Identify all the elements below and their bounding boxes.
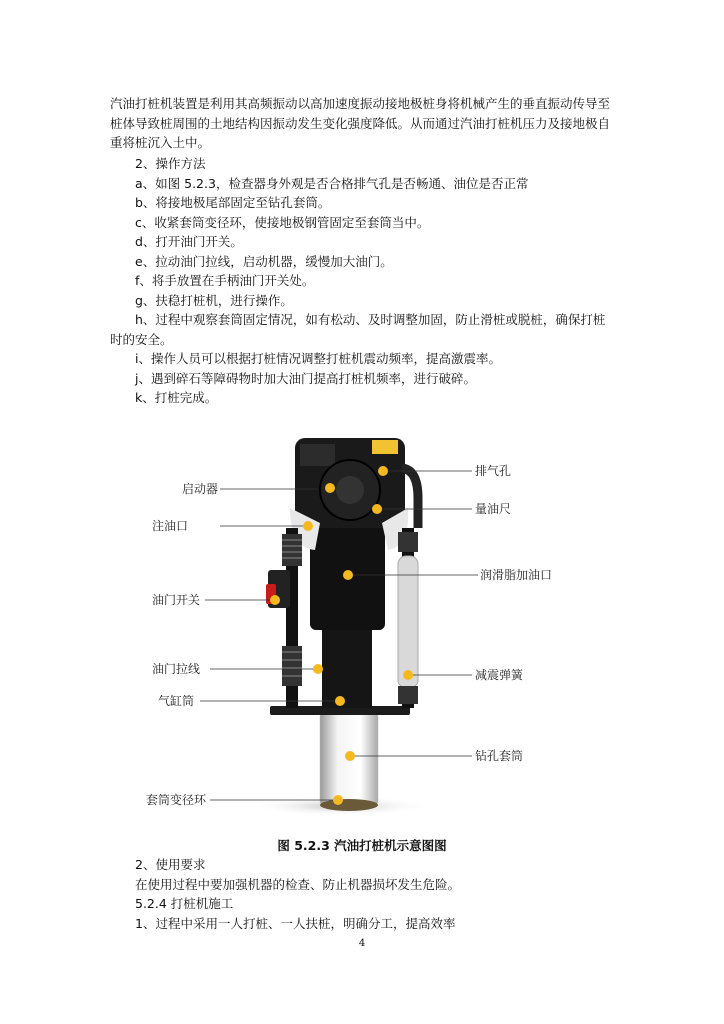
step-item: j、遇到碎石等障碍物时加大油门提高打桩机频率，进行破碎。 — [135, 370, 476, 386]
post-figure-text — [110, 855, 615, 933]
step-item: h、过程中观察套筒固定情况，如有松动、及时调整加固，防止滑桩或脱桩，确保打桩时的安全。 — [110, 312, 606, 347]
label-throttle-switch: 油门开关 — [152, 593, 201, 607]
right-spring-top — [398, 532, 418, 552]
cylinder-dot — [335, 696, 345, 706]
label-dipstick: 量油尺 — [475, 502, 512, 516]
drill-sleeve-dot — [345, 751, 355, 761]
usage-title: 2、使用要求 — [135, 857, 206, 872]
engine-hub — [336, 476, 364, 504]
label-damping-spring: 减震弹簧 — [475, 668, 524, 682]
throttle-switch-dot — [270, 595, 280, 605]
exhaust-dot — [378, 466, 388, 476]
pile-driver-diagram — [140, 428, 560, 823]
step-item: d、打开油门开关。 — [135, 234, 243, 249]
step-item: k、打桩完成。 — [135, 390, 218, 405]
damping-spring — [398, 556, 418, 688]
section-title: 2、操作方法 — [135, 156, 206, 171]
label-grease-inlet: 润滑脂加油口 — [480, 568, 553, 582]
right-spring-bottom — [398, 686, 418, 704]
label-reducer-ring: 套筒变径环 — [146, 793, 207, 807]
step-item: i、操作人员可以根据打桩情况调整打桩机震动频率，提高激震率。 — [135, 351, 501, 366]
cylinder-body — [322, 626, 372, 708]
reducer-ring-dot — [333, 795, 343, 805]
step-item: e、拉动油门拉线，启动机器，缓慢加大油门。 — [135, 253, 393, 269]
step-item: a、如图 5.2.3，检查器身外观是否合格排气孔是否畅通、油位是否正常 — [135, 175, 529, 191]
label-fuel-inlet: 注油口 — [152, 519, 189, 533]
grease-inlet-dot — [343, 570, 353, 580]
pile-driver-illustration — [140, 428, 560, 823]
throttle-cable-dot — [313, 664, 323, 674]
intro-text: 汽油打桩机装置是利用其高频振动以高加速度振动接地极桩身将机械产生的垂直振动传导至桩体导致桩周围的土地结构因振动发生变化强度降低。从而通过汽油打桩机压力及接地极自重将桩沉入土中。 — [110, 96, 611, 150]
left-spring-bottom — [282, 646, 302, 686]
operation-steps — [110, 154, 615, 408]
reducer-ring — [320, 799, 378, 811]
step-item: g、扶稳打桩机，进行操作。 — [135, 292, 293, 308]
starter-dot — [325, 483, 335, 493]
figure-caption: 图 5.2.3 汽油打桩机示意图图 — [277, 838, 447, 853]
fuel-inlet-dot — [303, 521, 313, 531]
dipstick-dot — [372, 504, 382, 514]
construction-text: 1、过程中采用一人打桩、一人扶桩，明确分工，提高效率 — [135, 915, 456, 931]
engine-cover — [300, 444, 335, 466]
usage-text: 在使用过程中要加强机器的检查、防止机器损坏发生危险。 — [135, 876, 461, 892]
label-drill-sleeve: 钻孔套筒 — [475, 749, 524, 763]
label-starter: 启动器 — [182, 482, 219, 496]
section-heading: 5.2.4 打桩机施工 — [135, 896, 234, 911]
page-number: 4 — [358, 938, 366, 949]
step-item: f、将手放置在手柄油门开关处。 — [135, 273, 315, 288]
step-item: b、将接地极尾部固定至钻孔套筒。 — [135, 195, 331, 210]
intro-paragraph — [110, 94, 615, 153]
label-cylinder: 气缸筒 — [158, 694, 195, 708]
damping-spring-dot — [403, 670, 413, 680]
label-exhaust: 排气孔 — [475, 464, 512, 478]
step-item: c、收紧套筒变径环，使接地极钢管固定至套筒当中。 — [135, 214, 430, 230]
label-throttle-cable: 油门拉线 — [152, 662, 201, 676]
warning-label — [372, 440, 398, 454]
left-spring-top — [282, 534, 302, 566]
